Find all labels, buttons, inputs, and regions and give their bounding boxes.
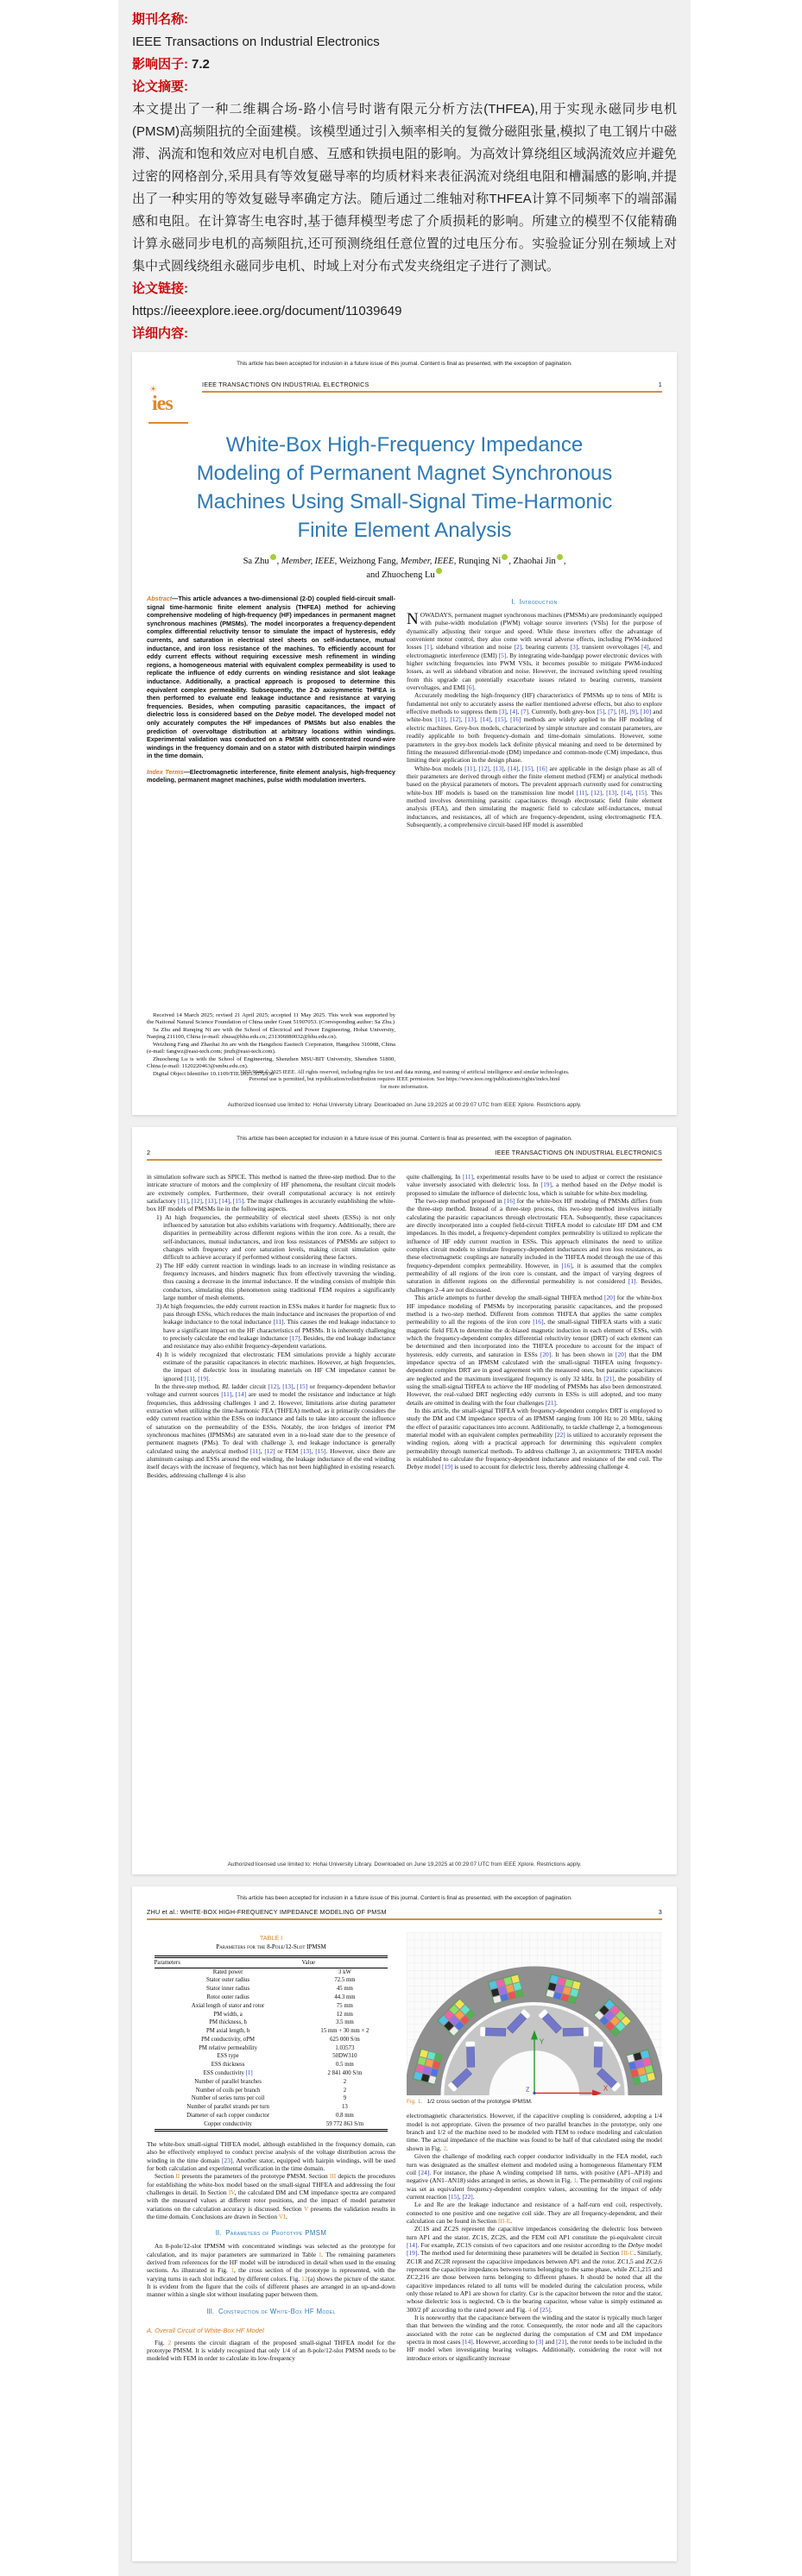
paper-title-line: White-Box High-Frequency Impedance — [225, 433, 584, 457]
running-head — [147, 1149, 662, 1161]
fig1-axis-y-label: Y — [539, 2037, 545, 2046]
ies-logo-text: ies — [152, 393, 173, 415]
table-caption: Parameters for the 8-Pole/12-Slot IPMSM — [216, 1943, 326, 1950]
license-line: Authorized licensed use limited to: Hohai University Library. Downloaded on June 19,2025 at 00:29:07 UTC from IEEE Xplore. Restrictions apply. — [227, 1861, 582, 1867]
author-sep: , — [395, 557, 401, 566]
left-column — [147, 1173, 395, 1479]
numbered-item: 1) At high frequencies, the permeability of electrical steel sheets (ESSs) is not only influenced by saturation but also exhibits variations with frequency. Additionally, there are disparities in permeability across different regions within the iron core. As a result, the self-inductances, mutual inductances, and iron loss resistances of PMSMs are subject to changes with frequency and core saturation levels, making circuit simulation quite difficult to achieve accuracy if performed without considering these factors. — [156, 1212, 395, 1262]
subsection-heading-a: A. Overall Circuit of White-Box HF Model — [147, 2326, 264, 2334]
article-info — [118, 0, 691, 352]
table-row: Diameter of each copper conductor 0.8 mm — [186, 2112, 354, 2119]
body-paragraph: Le and Re are the leakage inductance and resistance of a half-turn end coil, respectively, connected to one positive and one negative coil side. They are all frequency-dependent, and their calculation can be found in Section III-E. — [407, 2201, 662, 2225]
member-ieee: Member, IEEE — [400, 557, 454, 566]
body-paragraph: This article attempts to further develop the small-signal THFEA method [20] for the white-box HF impedance modeling of PMSMs by incorporating parasitic capacitances, and the proposed method is a two-step method. Different from common THFEA that applies the same complex permeability to all the regions of the iron core [16], the small-signal THFEA starts with a static magnetic field FEA to determine the dc-biased magnetic induction in each element of ESSs, with which the frequency-dependent complex differential reluctivity tensor (DRT) of each element can be determined and then incorporated into the THFEA procedure to account for the impact of hysteresis, eddy currents, and saturation in ESSs [20]. It has been shown in [20] that the DM impedance spectra of an IPMSM calculated with the small-signal THFEA using frequency-dependent complex DRT are in good agreement with the measured ones, but parasitic capacitances are neglected and the maximum investigated frequency is only 32 kHz. In [21], the possibility of using the small-signal THFEA to achieve the HF modeling of PMSMs has also been demonstrated. However, the real-valued DRT neglecting eddy currents in ESSs is still adopted, and too many details are omitted in dealing with the four challenges [21]. — [407, 1294, 663, 1407]
right-column — [407, 595, 662, 1078]
copyright-line: 1557-9948 © 2025 IEEE. All rights reserved, including rights for text and data mining, and training of artificial intelligence and similar technologies. — [239, 1068, 570, 1075]
accepted-notice: This article has been accepted for inclusion in a future issue of this journal. Content is final as presented, with the exception of pagination. — [237, 1136, 572, 1142]
impact-value: 7.2 — [192, 57, 210, 72]
orcid-icon — [436, 568, 442, 574]
paper-title — [147, 431, 662, 545]
index-terms-heading: Index Terms — [147, 767, 184, 776]
orcid-icon — [270, 554, 276, 560]
right-column — [407, 1932, 662, 2363]
table-row: PM axial length, b 15 mm + 30 mm × 2 — [205, 2028, 369, 2035]
accepted-notice: This article has been accepted for inclusion in a future issue of this journal. Content is final as presented, with the exception of pagination. — [237, 361, 572, 367]
footnote: Zhuocheng Lu is with the School of Engineering, Shenzhen MSU-BIT University, Shenzhen 51800, China (e-mail: 1120220463@smbu.edu.cn). — [147, 1055, 395, 1069]
table-row: Stator outer radius 72.5 mm — [205, 1977, 356, 1984]
page-number: 2 — [147, 1149, 151, 1156]
accepted-notice: This article has been accepted for inclusion in a future issue of this journal. Content is final as presented, with the exception of pagination. — [237, 1895, 572, 1901]
intro-paragraph: NOWADAYS, permanent magnet synchronous machines (PMSMs) are predominantly equipped with pulse-width modulation (PWM) voltage source inverters (VSIs) for the purpose of dynamically adjusting their torque and speed. While these inverters offer the advantage of convenient motor control, they also come with several adverse effects, including PWM-induced losses [1], sideband vibration and noise [2], bearing currents [3], transient overvoltages [4], and electromagnetic interference (EMI) [5]. By integrating wide-bandgap power electronic devices with higher switching frequencies into PWM VSIs, it becomes possible to mitigate PWM-induced losses, as well as sideband vibration and noise. However, the increased switching speed resulting from this upgrade can potentially exacerbate issues related to bearing currents, transient overvoltages, and EMI [6]. — [407, 610, 663, 692]
copyright-line: for more information. — [380, 1083, 429, 1090]
body-paragraph: in simulation software such as SPICE. This method is named the three-step method. Due to the intricate structure of motors and the complexity of HF phenomena, the resultant circuit models are extremely complex. Furthermore, their overall computational accuracy is not entirely satisfactory [11], [12], [13], [14], [15]. The major challenges in accurately establishing the white-box HF models of PMSMs lie in the following aspects. — [147, 1173, 396, 1213]
paper-page-1 — [132, 352, 677, 1115]
table-row: PM relative permeability 1.03573 — [199, 2044, 355, 2051]
author-sep: , — [334, 557, 339, 566]
fig1-axis-x-label: X — [603, 2084, 609, 2093]
orcid-icon — [502, 554, 508, 560]
table-row: ESS type 50DW310 — [217, 2053, 357, 2060]
numbered-item: 2) The HF eddy current reaction in windings leads to an increase in winding resistance as frequency increases, and hinders magnetic flux from effectively traversing the winding, thus causing a decrease in the internal inductance. If the winding consists of multiple thin conductors, simulating this phenomenon using traditional FEM requires a significantly large number of mesh elements. — [156, 1261, 395, 1302]
author-name: Runqing Ni — [458, 557, 502, 566]
footnote: Digital Object Identifier 10.1109/TIE.2025.3572930 — [153, 1070, 275, 1077]
author-name: Weizhong Fang — [338, 557, 396, 566]
table-row: PM conductivity, σPM 625 000 S/m — [201, 2036, 360, 2043]
table-row: ESS thickness 0.5 mm — [211, 2062, 354, 2069]
link-url[interactable]: https://ieeexplore.ieee.org/document/11039649 — [132, 304, 402, 318]
section-heading-introduction: I. Introduction — [511, 598, 558, 606]
author-name: Zhuocheng Lu — [382, 570, 435, 580]
author-name: Sa Zhu — [243, 557, 269, 566]
author-sep: , — [508, 557, 514, 566]
abstract-zh: 本文提出了一种二维耦合场-路小信号时谐有限元分析方法(THFEA),用于实现永磁同步电机(PMSM)高频阻抗的全面建模。该模型通过引入频率相关的复微分磁阻张量,模拟了电工钢片中磁滞、涡流和饱和效应对电机自感、互感和铁损电阻的影响。为高效计算绕组区域涡流效应并避免过密的网格剖分,采用具有等效复磁导率的均质材料来表征涡流对绕组电阻和槽漏感的影响,并提出了一种实用的等效复磁导率确定方法。随后通过二维轴对称THFEA计算不同频率下的端部漏感和电阻。在计算寄生电容时,基于德拜模型考虑了介质损耗的影响。所建立的模型不仅能精确计算永磁同步电机的高频阻抗,还可预测绕组任意位置的过电压分布。实验验证分别在频域上对集中式圆线绕组永磁同步电机、时域上对分布式发夹绕组定子进行了测试。 — [132, 102, 677, 274]
left-column — [147, 1932, 395, 2363]
table-row: Rotor outer radius 44.3 mm — [206, 1993, 356, 2000]
table-row: Number of parallel branches 2 — [194, 2078, 347, 2085]
table-row: PM thickness, h 3.5 mm — [209, 2019, 354, 2026]
authors-line — [147, 555, 662, 583]
paper-page-3 — [132, 1886, 677, 2561]
page-number: 1 — [658, 381, 662, 388]
ies-logo — [148, 387, 188, 424]
intro-paragraph: Accurately modeling the high-frequency (HF) characteristics of PMSMs up to tens of MHz is fundamental not only to accurately assess the earlier mentioned adverse effects, but also to explore effective methods to suppress them [3], [4], [7]. Currently, both grey-box [5], [7], [8], [9], [10] and white-box [11], [12], [13], [14], [15], [16] methods are widely applied to the HF modeling of electric machines. Grey-box models, characterized by simple structure and constant parameters, are readily applicable to both frequency-domain and time-domain simulations. However, some parameters in the grey-box models lack definite physical meaning and need to be determined by fitting the measured differential-mode (DM) impedance and common-mode (CM) impedance, thus limiting their application in the design phase. — [407, 691, 662, 765]
table-row: Rated power 3 kW — [212, 1968, 351, 1975]
column-header: Parameters — [155, 1957, 302, 1968]
abstract-text: Abstract—This article advances a two-dimensional (2-D) coupled field-circuit small-signal time-harmonic finite element analysis (THFEA) method for achieving comprehensive modeling of high-frequency (HF) impedances in permanent magnet synchronous machines (PMSMs). The model incorporates a frequency-dependent complex differential reluctivity tensor to simulate the impact of hysteresis, eddy currents, and saturation in electrical steel sheets on self-inductance, mutual inductance, and iron loss resistance of the machines. To efficiently account for eddy current effects without requiring excessive mesh refinement in winding regions, a homogeneous material with equivalent complex permeability is used to replicate the influence of eddy currents on winding resistance and slot leakage inductance. Additionally, a practical approach is proposed to determine this equivalent complex permeability. Subsequently, the 2-D axisymmetric THFEA is then performed to evaluate end leakage inductance and resistance at varying frequencies. Besides, when computing parasitic capacitances, the impact of dielectric loss is considered based on the Debye model. The developed model not only accurately computes the HF impedances of PMSMs but also enables the prediction of overvoltage distribution at arbitrary locations within windings. Experimental validation was conducted on a PMSM with concentrated round-wire windings in the frequency domain and on a stator with distributed hairpin windings in the time domain. — [147, 595, 395, 760]
column-header: Value — [302, 1957, 388, 1968]
author-sep: , — [563, 557, 566, 566]
body-paragraph: ZC1S and ZC2S represent the capacitive impedances considering the dielectric loss between turn AP1 and the stator. ZC1S, ZC2S, and the FEM coil AP1 constitute the pi-equivalent circuit [14]. For example, ZC1S consists of two capacitors and one resistor according to the Debye model [19]. The method used for determining these parameters will be detailed in Section III-C. Similarly, ZC1R and ZC2R represent the capacitive impedances between AP1 and the rotor. ZC1,5 and ZC2,6 represent the capacitive impedances between turns belonging to the same phase, while ZC1,215 and ZC2,216 are those between turns belonging to different phases. It should be noted that all the capacitive impedances related to all turns will be modeled during the calculation process, while only those related to AP1 are shown for clarity. Csr is the capacitor between the rotor and the stator, whose dielectric loss is neglected. Cb is the bearing capacitor, whose value is simply estimated as 300/2 pF according to the rated power and Fig. 4 of [25]. — [407, 2225, 663, 2314]
body-paragraph: It is noteworthy that the capacitance between the winding and the stator is typically much larger than that between the winding and the rotor. Consequently, the rotor node and all the capacitors associated with the rotor can be neglected during the computation of CM and DM impedance spectra in most cases [14]. However, according to [3] and [21], the rotor needs to be included in the HF model when investigating bearing voltages. Additionally, considering the rotor will not introduce errors or significantly increase — [407, 2314, 662, 2362]
numbered-list — [147, 1213, 395, 1382]
body-paragraph: The white-box small-signal THFEA model, although established in the frequency domain, can also be effectively employed to conduct precise analysis of the voltage distribution across the winding in the time domain [23]. Another stator, equipped with hairpin windings, will be used for both calculation and experimental verification in the time domain. — [147, 2139, 396, 2172]
abstract-heading: Abstract — [147, 595, 173, 602]
body-paragraph: Given the challenge of modeling each copper conductor individually in the FEA model, each turn was designated as the smallest element and modeled using a homogeneous filamentary FEM coil [24]. For instance, the phase A winding comprised 18 turns, with positive (AP1–AP18) and negative (AN1–AN18) sides arranged in series, as shown in Fig. 1. The permeability of coil regions was set as equivalent frequency-dependent complex values, accounting for the impact of eddy current reaction [15], [22]. — [407, 2152, 663, 2201]
author-sep: , — [276, 557, 281, 566]
license-line: Authorized licensed use limited to: Hohai University Library. Downloaded on June 19,2025 at 00:29:07 UTC from IEEE Xplore. Restrictions apply. — [227, 1102, 582, 1108]
body-paragraph: In the three-step method, RL ladder circuit [12], [13], [15] or frequency-dependent behavior voltage and current sources [11], [14] are used to model the resistance and inductance at high frequencies, thus addressing challenges 1 and 2. However, limitations arise during parameter extraction when utilizing the time-harmonic FEA (THFEA) method, as it primarily considers the eddy current reaction within the ESSs on inductance and fails to take into account the influence of saturation on the permeability of the ESSs. Notably, the iron bridges of interior PM synchronous machines (IPMSMs) are saturated even in a no-load state due to the presence of permanent magnets (PMs). To deal with challenge 3, end leakage inductance is generally calculated using the analytical method [11], [12] or FEM [13], [15]. However, since there are aluminum casings and ESSs around the end winding, the leakage inductance of the end winding itself decays with the increase of frequency, which has not been highlighted in existing research. Besides, addressing challenge 4 is also — [147, 1382, 396, 1479]
running-head-title: ZHU et al.: WHITE-BOX HIGH-FREQUENCY IMPEDANCE MODELING OF PMSM — [147, 1908, 387, 1916]
running-head — [147, 1908, 662, 1920]
running-head-journal: IEEE TRANSACTIONS ON INDUSTRIAL ELECTRONICS — [495, 1149, 662, 1156]
running-head-journal: IEEE TRANSACTIONS ON INDUSTRIAL ELECTRONICS — [202, 381, 369, 388]
body-paragraph: quite challenging. In [11], experimental results have to be used to adjust or correct the resistance value inversely associated with dielectric loss. In [19], a method based on the Debye model is proposed to simulate the influence of dielectric loss, which is suitable for white-box modeling. — [407, 1173, 662, 1197]
table-title: TABLE I — [259, 1934, 283, 1942]
running-head — [202, 381, 662, 393]
intro-paragraph: White-box models [11], [12], [13], [14], [15], [16] are applicable in the design phase as all of their parameters are derived through either the finite element method (FEM) or analytical methods based on the physical parameters of motors. The prevalent approach currently used for constructing white-box HF models is based on the transmission line model [11], [12], [13], [14], [15]. This method involves determining parasitic capacitances through electrostatic field finite element analysis (FEA), and then simulating the magnetic field to calculate self-inductances, mutual inductances, and resistances, all of which are frequency-dependent, using electromagnetic FEA. Subsequently, a comprehensive circuit-based HF model is assembled — [407, 764, 662, 828]
copyright-block — [167, 1069, 642, 1091]
parameters-table — [155, 1956, 388, 2132]
section-heading-construction: III. Construction of White-Box HF Model — [206, 2307, 336, 2315]
table-row: PM width, a 12 mm — [213, 2011, 353, 2018]
page-number: 3 — [658, 1908, 662, 1916]
fig1-motor-cross-section — [407, 1932, 662, 2095]
page1-header — [147, 381, 662, 424]
journal-label: 期刊名称: — [132, 12, 188, 27]
table-row: Copper conductivity 59 772 863 S/m — [204, 2120, 364, 2127]
index-terms: Index Terms—Electromagnetic interference, finite element analysis, high-frequency modeling, permanent magnet machines, pulse width modulation inverters. — [147, 767, 395, 784]
table-row: Stator inner radius 45 mm — [205, 1986, 353, 1993]
footnote: Sa Zhu and Runqing Ni are with the School of Electrical and Power Engineering, Hohai University, Nanjing 211100, China (e-mail: zhusa@hhu.edu.cn; 231306080032@hhu.edu.cn). — [147, 1026, 395, 1040]
numbered-item: 3) At high frequencies, the eddy current reaction in ESSs makes it harder for magnetic flux to pass through ESSs, which reduces the main inductance and increases the proportion of end leakage inductance to the total inductance [11]. This causes the end leakage inductance to have a significant impact on the HF characteristics of PMSMs. It is inherently challenging to precisely calculate the end leakage inductance [17]. Besides, the end leakage inductance and resistance may also exhibit frequency-dependent variations. — [156, 1301, 396, 1351]
footnote: Received 14 March 2025; revised 21 April 2025; accepted 11 May 2025. This work was supported by the National Natural Science Foundation of China under Grant 51907053. (Corresponding author: Sa Zhu.) — [147, 1011, 395, 1025]
paper-title-line: Modeling of Permanent Magnet Synchronous — [196, 462, 613, 485]
orcid-icon — [557, 554, 563, 560]
body-paragraph: The two-step method proposed in [16] for the white-box HF modeling of PMSMs differs from the three-step method. Instead of a three-step process, this two-step method involves initially calculating the parasitic capacitances through electrostatic FEA. Subsequently, these capacitances are directly incorporated into a coupled field-circuit THFEA model to calculate HF DM and CM impedances. In this model, a frequency-dependent complex permeability is utilized to replicate the influence of HF eddy current reaction in ESSs. This approach eliminates the need to utilize complex circuit models to simulate frequency-dependent inductances and iron loss resistances, as these electromagnetic couplings are naturally included in the THFEA model through the use of this frequency-dependent complex permeability. However, in [16], it is assumed that the complex permeability of all regions of the iron core is constant, and the impact of varying degrees of saturation in different regions on the differential permeability is not considered [1]. Besides, challenges 2–4 are not discussed. — [407, 1197, 663, 1294]
impact-line — [132, 54, 677, 76]
author-sep: and — [366, 570, 382, 580]
abstract-label: 论文摘要: — [132, 79, 188, 94]
right-column — [407, 1173, 662, 1479]
detail-label: 详细内容: — [132, 326, 188, 341]
copyright-line: Personal use is permitted, but republication/redistribution requires IEEE permission. See https://www.ieee.org/publications/rights/index.html — [249, 1076, 560, 1083]
author-sep: , — [453, 557, 458, 566]
fig1-axis-z-label: Z — [526, 2087, 530, 2094]
fig1-caption: Fig. 1. 1/2 cross section of the prototype IPMSM. — [407, 2099, 533, 2106]
paper-page-2 — [132, 1127, 677, 1874]
author-name: Zhaohai Jin — [513, 557, 556, 566]
sun-icon: ☀ — [149, 385, 157, 394]
body-paragraph: Fig. 2 presents the circuit diagram of the proposed small-signal THFEA model for the prototype PMSM. It is widely recognized that only 1/4 of an 8-pole/12-slot PMSM needs to be modeled with FEM in order to calculate its low-frequency — [147, 2338, 395, 2363]
footnote: Weizhong Fang and Zhaohai Jin are with the Hangzhou Easitech Corporation, Hangzhou 310008, China (e-mail: fangwz@easi-tech.com; jinzh@easi-tech.com). — [147, 1041, 395, 1055]
link-label: 论文链接: — [132, 281, 188, 296]
member-ieee: Member, IEEE — [281, 557, 335, 566]
body-paragraph: electromagnetic characteristics. However, if the capacitive coupling is considered, adopting a 1/4 model is not appropriate. Given the presence of two parallel branches in the prototype, only one branch and 1/2 of the machine need to be modeled with FEM to reduce modeling and calculation time. The actual impedance of the machine was found to be half of that calculated using the model shown in Fig. 2. — [407, 2112, 662, 2152]
body-paragraph: An 8-pole/12-slot IPMSM with concentrated windings was selected as the prototype for calculation, and its major parameters are summarized in Table I. The remaining parameters derived from references for the HF model will be introduced in detail when used in the ensuing sections. As illustrated in Fig. 1, the cross section of the prototype is represented, with the varying turns in each slot indicated by different colors. Fig. 12(a) shows the picture of the stator. It is evident from the figure that the coils of different phases are arranged in an up-and-down manner within a single slot without insulating paper between them. — [147, 2242, 395, 2299]
footnote-block — [147, 1004, 395, 1079]
table-row: Axial length of stator and rotor 75 mm — [191, 2002, 353, 2009]
table-row: ESS conductivity [1] 2 841 400 S/m — [203, 2069, 363, 2076]
left-column — [147, 595, 395, 1078]
table-row: Number of parallel strands per turn 13 — [186, 2104, 348, 2111]
numbered-item: 4) It is widely recognized that electrostatic FEM simulations provide a highly accurate estimate of the parasitic capacitances in electric machines. However, at high frequencies, the impact of dielectric loss in insulating materials on HF CM impedance cannot be ignored [11], [19]. — [156, 1350, 395, 1382]
body-paragraph: Section II presents the parameters of the prototype PMSM. Section III depicts the procedures for establishing the white-box model based on the small-signal THFEA and addressing the four challenges in detail. In Section IV, the calculated DM and CM impedance spectra are compared with the measured values at different rotor positions, and the impact of model parameter variations on the calculation accuracy is discussed. Section V presents the validation results in the time domain. Conclusions are drawn in Section VI. — [147, 2172, 396, 2220]
paper-title-line: Finite Element Analysis — [297, 519, 512, 542]
journal-name: IEEE Transactions on Industrial Electronics — [132, 35, 380, 49]
table-header-row — [155, 1957, 388, 1968]
paper-title-line: Machines Using Small-Signal Time-Harmonic — [196, 490, 613, 513]
table-row: Number of series turns per coil 9 — [191, 2095, 347, 2102]
content-column — [118, 0, 691, 2576]
section-heading-parameters: II. Parameters of Prototype PMSM — [215, 2229, 327, 2238]
body-paragraph: In this article, the small-signal THFEA with frequency-dependent complex DRT is employed to study the DM and CM impedance spectra of an IPMSM ranging from 100 Hz to 20 MHz, taking the effect of parasitic capacitances into account. Additionally, to tackle challenge 2, a homogeneous material model with an equivalent complex permeability [22] is utilized to accurately represent the winding region, along with a practical approach for determining this equivalent complex permeability through numerical methods. To address challenge 3, an axisymmetric THFEA model is established to calculate the frequency-dependent inductance and resistance of the end coil. The Debye model [19] is used to account for dielectric loss, thereby addressing challenge 4. — [407, 1406, 662, 1471]
table-row: Number of coils per branch 2 — [195, 2087, 347, 2094]
impact-label: 影响因子: — [132, 57, 188, 72]
